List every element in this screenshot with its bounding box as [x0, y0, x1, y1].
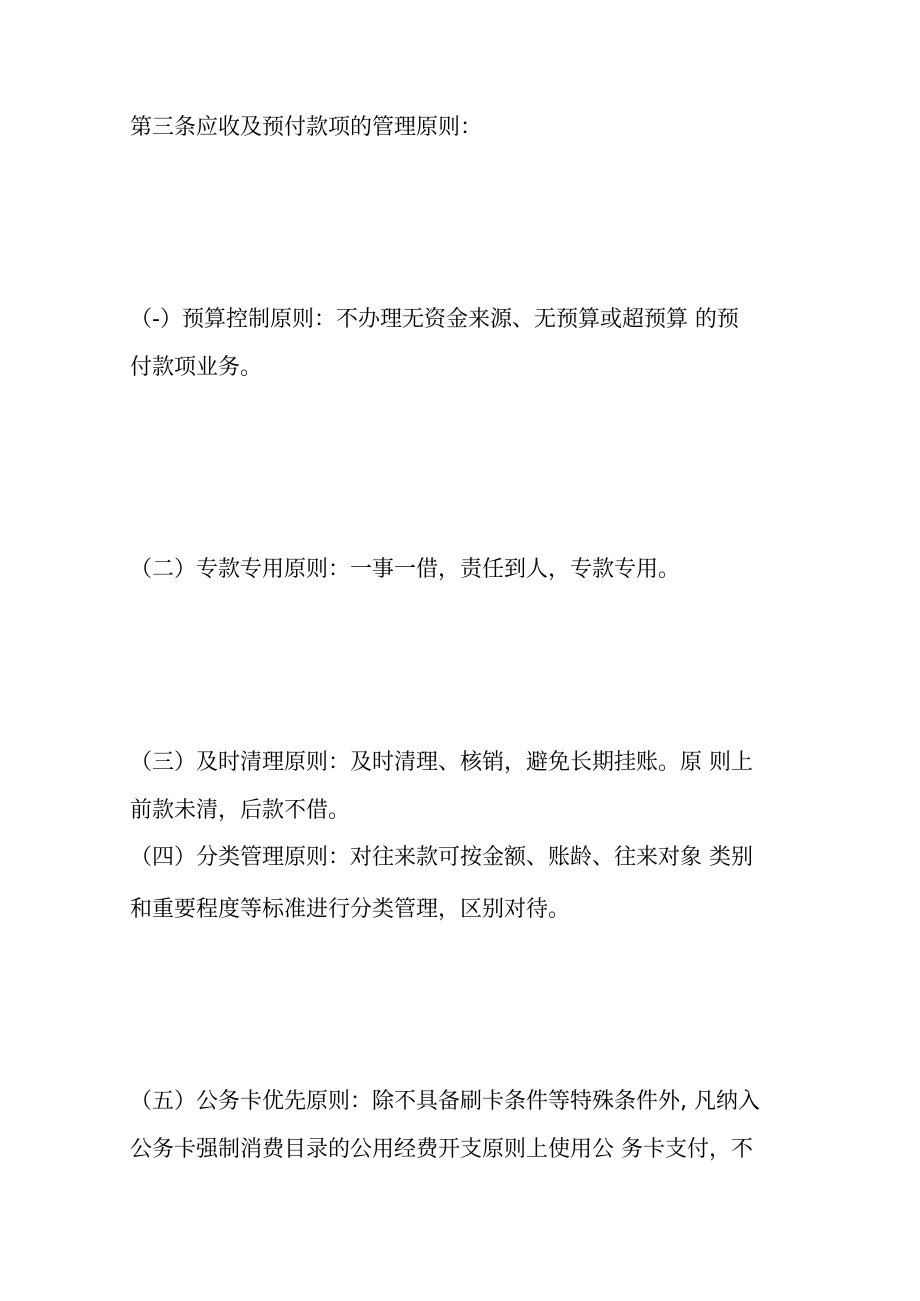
paragraph-budget-control-line-1: （-）预算控制原则：不办理无资金来源、无预算或超预算 的预 — [130, 307, 739, 332]
paragraph-classified-management-line-1: （四）分类管理原则：对往来款可按金额、账龄、往来对象 类别 — [130, 845, 753, 870]
paragraph-budget-control-line-2: 付款项业务。 — [130, 355, 263, 380]
paragraph-official-card-line-2: 公务卡强制消费目录的公用经费开支原则上使用公 务卡支付，不 — [130, 1137, 753, 1162]
paragraph-classified-management-line-2: 和重要程度等标准进行分类管理，区别对待。 — [130, 897, 571, 922]
paragraph-timely-clearing-line-1: （三）及时清理原则：及时清理、核销，避免长期挂账。原 则上 — [130, 750, 753, 775]
paragraph-official-card-line-1: （五）公务卡优先原则：除不具备刷卡条件等特殊条件外, 凡纳入 — [130, 1089, 760, 1114]
article-heading: 第三条应收及预付款项的管理原则： — [130, 115, 483, 140]
paragraph-timely-clearing-line-2: 前款未清，后款不借。 — [130, 798, 351, 823]
paragraph-earmarked-funds: （二）专款专用原则：一事一借，责任到人，专款专用。 — [130, 557, 681, 582]
